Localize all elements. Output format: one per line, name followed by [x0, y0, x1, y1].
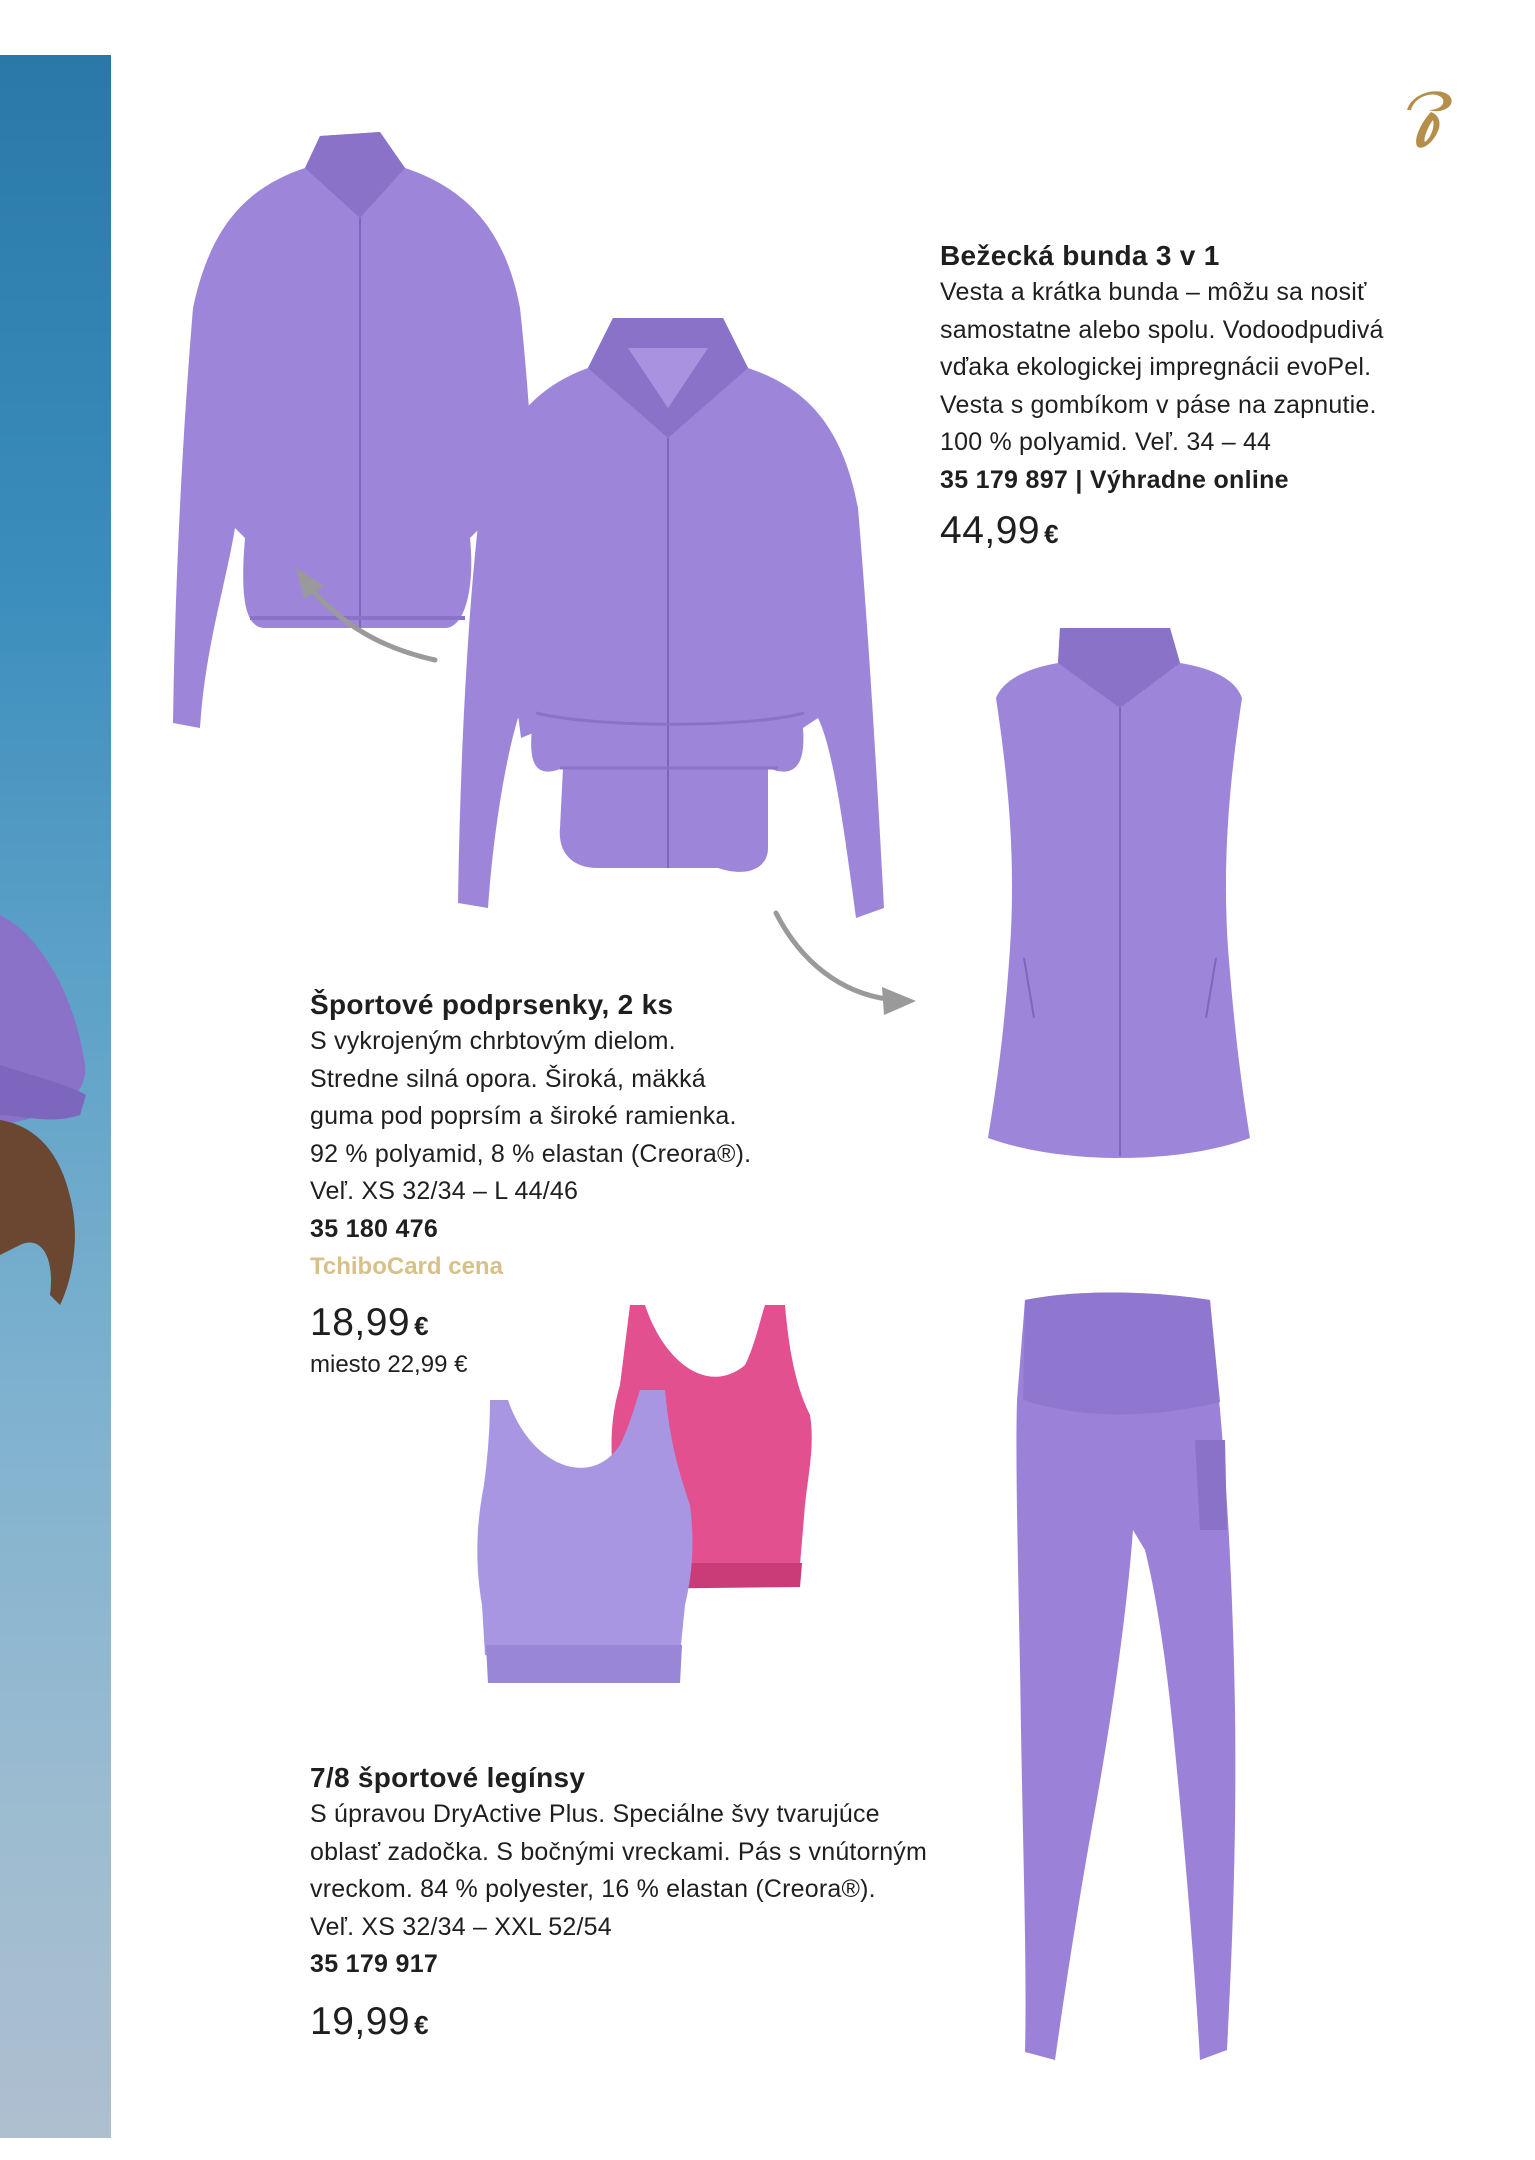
price-value: 44,99: [940, 509, 1041, 552]
product-description-line: samostatne alebo spolu. Vodoodpudivá: [940, 315, 1384, 344]
leggings-image: [995, 1290, 1255, 2090]
price: [310, 1299, 830, 1350]
currency-symbol: €: [414, 2009, 430, 2040]
product-description-line: S vykrojeným chrbtovým dielom.: [310, 1027, 676, 1055]
article-number: 35 179 917: [310, 1950, 439, 1978]
curved-arrow-icon: [290, 560, 440, 670]
product-description-line: Vesta a krátka bunda – môžu sa nosiť: [940, 278, 1367, 306]
currency-symbol: €: [414, 1311, 430, 1341]
product-description-line: vďaka ekologickej impregnácii evoPel.: [940, 353, 1372, 381]
product-description-line: vreckom. 84 % polyester, 16 % elastan (Creora®).: [310, 1875, 876, 1903]
jacket-3in1-image: [448, 308, 888, 928]
jacket-product-info: [940, 238, 1500, 558]
price: [940, 507, 1500, 558]
product-description-line: Vesta s gombíkom v páse na zapnutie.: [940, 390, 1377, 419]
product-description-line: Veľ. XS 32/34 – L 44/46: [310, 1177, 579, 1205]
leggings-product-info: [310, 1760, 1010, 2049]
vest-image: [980, 618, 1260, 1158]
currency-symbol: €: [1044, 519, 1060, 549]
product-description-line: Stredne silná opora. Široká, mäkká: [310, 1064, 706, 1093]
product-title: Športové podprsenky, 2 ks: [310, 989, 674, 1020]
product-description-line: guma pod poprsím a široké ramienka.: [310, 1102, 737, 1130]
price-value: 18,99: [310, 1301, 411, 1344]
product-description-line: S úpravou DryActive Plus. Speciálne švy tvarujúce: [310, 1800, 880, 1828]
product-description-line: Veľ. XS 32/34 – XXL 52/54: [310, 1912, 612, 1941]
tchibocard-price-label: TchiboCard cena: [310, 1253, 503, 1280]
article-number: 35 179 897 | Výhradne online: [940, 465, 1289, 494]
article-number: 35 180 476: [310, 1214, 439, 1243]
product-title: 7/8 športové legínsy: [310, 1762, 586, 1793]
model-photo-strip: [0, 55, 111, 2138]
price-value: 19,99: [310, 1999, 411, 2043]
price: [310, 1998, 1010, 2049]
product-title: Bežecká bunda 3 v 1: [940, 240, 1220, 271]
old-price: miesto 22,99 €: [310, 1351, 468, 1378]
bras-product-info: [310, 987, 830, 1380]
product-description-line: 92 % polyamid, 8 % elastan (Creora®).: [310, 1139, 752, 1168]
tchibo-logo-icon[interactable]: [1395, 80, 1457, 152]
product-description-line: 100 % polyamid. Veľ. 34 – 44: [940, 428, 1272, 456]
product-description-line: oblasť zadočka. S bočnými vreckami. Pás s vnútorným: [310, 1837, 928, 1866]
